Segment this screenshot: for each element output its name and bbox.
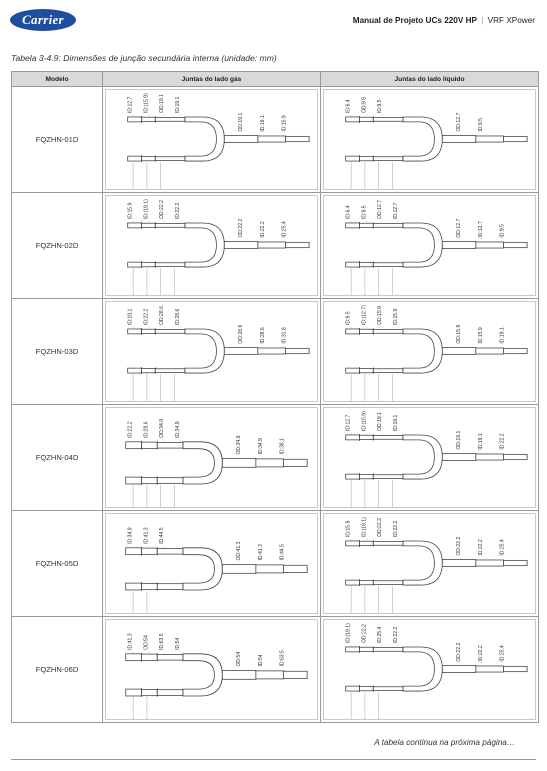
dimension-label: ID:41.3 (143, 527, 150, 544)
dimension-label: ID:22.2 (127, 421, 134, 438)
dimension-label: ID:22.2 (392, 626, 399, 644)
upper-branch-pipe-segment (141, 117, 155, 121)
document-title-product: VRF XPower (487, 16, 535, 25)
gas-joint-cell (103, 617, 321, 723)
dimension-label: ID:34.9 (127, 527, 134, 544)
liquid-joint-figure (323, 195, 536, 296)
trunk-pipe-segment (442, 242, 476, 249)
upper-branch-pipe-segment (157, 442, 183, 448)
gas-joint-diagram (106, 408, 317, 507)
trunk-pipe-segment (256, 671, 284, 679)
upper-branch-pipe-segment (141, 223, 155, 227)
gas-joint-figure (105, 195, 318, 296)
dimension-label: ID:54 (257, 654, 264, 667)
trunk-pipe-segment (503, 242, 527, 247)
dimension-label: ID:63.5 (279, 650, 286, 667)
upper-branch-pipe-segment (141, 442, 157, 448)
liquid-joint-diagram (324, 302, 535, 401)
y-branch-joint-drawing (128, 306, 309, 401)
dimension-label: ID:(19.1) (345, 623, 352, 644)
u-bend (185, 329, 224, 373)
lower-branch-pipe-segment (373, 581, 403, 585)
gas-joint-figure (105, 89, 318, 190)
lower-branch-pipe-segment (359, 156, 373, 160)
dimension-label: OD:41.3 (236, 541, 243, 561)
model-cell: FQZHN-01D (12, 87, 103, 193)
upper-branch-pipe-segment (126, 548, 142, 555)
dimension-label: ID:12.7 (127, 96, 134, 114)
dimension-label: ID:41.3 (127, 633, 134, 650)
dimension-label: ID:9.5 (377, 99, 384, 114)
lower-branch-pipe-segment (141, 262, 155, 266)
dimension-label: ID:12.7 (345, 414, 352, 432)
model-cell: FQZHN-04D (12, 405, 103, 511)
table-header-row (12, 72, 539, 87)
lower-branch-pipe-segment (373, 369, 403, 373)
gas-joint-cell (103, 299, 321, 405)
trunk-pipe-segment (222, 458, 256, 467)
dimension-label: ID:44.5 (159, 527, 166, 544)
dimension-label: ID:34.9 (174, 421, 181, 438)
dimension-label: ID:41.3 (257, 544, 264, 561)
continued-note: A tabela continua na próxima página… (374, 738, 515, 747)
liquid-joint-figure (323, 513, 536, 614)
table-row (12, 617, 539, 723)
document-title (353, 16, 535, 25)
dimension-label: ID:19.1 (477, 433, 484, 450)
upper-branch-pipe-segment (346, 329, 360, 334)
dimension-label: OD:28.6 (159, 306, 166, 326)
dimension-label: ID:15.9 (281, 115, 288, 132)
model-cell: FQZHN-03D (12, 299, 103, 405)
u-bend (403, 647, 442, 691)
dimension-label: ID:9.5 (477, 118, 484, 132)
upper-branch-pipe-segment (157, 654, 183, 660)
lower-branch-pipe-segment (157, 584, 183, 590)
upper-branch-pipe-segment (346, 647, 360, 652)
dimension-label: ID:28.6 (143, 421, 150, 438)
dimension-label: ID:28.6 (174, 308, 181, 326)
dimension-label: OD:54 (143, 635, 150, 650)
dimension-label: OD:22.2 (159, 200, 166, 220)
dimension-label: OD:19.1 (456, 430, 463, 450)
trunk-pipe-segment (258, 242, 286, 248)
document-title-main: Manual de Projeto UCs 220V HP (352, 16, 477, 25)
upper-branch-pipe-segment (346, 541, 360, 546)
lower-branch-pipe-segment (155, 369, 185, 373)
lower-branch-pipe-segment (346, 474, 360, 479)
dimension-label: ID:31.8 (281, 327, 288, 344)
gas-joint-cell (103, 193, 321, 299)
dimension-label: OD:54 (236, 651, 243, 667)
dimension-label: ID:22.2 (499, 433, 506, 450)
gas-joint-diagram (106, 302, 317, 401)
lower-branch-pipe-segment (359, 580, 373, 584)
dimension-label: ID:15.9 (127, 202, 134, 220)
gas-joint-cell (103, 511, 321, 617)
trunk-pipe-segment (442, 560, 476, 567)
lower-branch-pipe-segment (141, 368, 155, 372)
liquid-joint-cell (321, 299, 539, 405)
lower-branch-pipe-segment (346, 686, 360, 691)
dimension-label: OD:22.2 (456, 642, 463, 662)
dimension-label: ID:9.5 (361, 205, 368, 220)
dimension-label: ID:(19.1) (143, 199, 150, 220)
dimension-label: ID:19.1 (259, 115, 266, 132)
gas-joint-diagram (106, 514, 317, 613)
y-branch-joint-drawing (346, 411, 527, 507)
trunk-pipe-segment (285, 242, 309, 247)
u-bend (403, 329, 442, 373)
u-bend (403, 435, 442, 479)
gas-joint-figure (105, 407, 318, 508)
lower-branch-pipe-segment (346, 262, 360, 267)
y-branch-joint-drawing (346, 97, 527, 189)
trunk-pipe-segment (224, 242, 258, 249)
dimension-label: ID:22.2 (259, 221, 266, 238)
trunk-pipe-segment (503, 560, 527, 565)
gas-joint-diagram (106, 620, 317, 719)
model-cell: FQZHN-06D (12, 617, 103, 723)
trunk-pipe-segment (503, 136, 527, 141)
upper-branch-pipe-segment (359, 435, 373, 439)
dimension-label: ID:(15.9) (361, 411, 368, 432)
lower-branch-pipe-segment (346, 580, 360, 585)
dimension-label: ID:28.6 (259, 327, 266, 344)
gas-joint-diagram (106, 196, 317, 295)
liquid-joint-cell (321, 617, 539, 723)
liquid-joint-diagram (324, 620, 535, 719)
lower-branch-pipe-segment (141, 477, 157, 483)
upper-branch-pipe-segment (128, 117, 142, 122)
table-caption: Tabela 3-4.9: Dimensões de junção secundária interna (unidade: mm) (11, 53, 277, 63)
dimension-label: OD:22.2 (238, 218, 245, 238)
table-row (12, 87, 539, 193)
trunk-pipe-segment (258, 136, 286, 142)
trunk-pipe-segment (283, 565, 307, 572)
dimension-label: ID:6.4 (345, 99, 352, 114)
u-bend (185, 223, 224, 267)
upper-branch-pipe-segment (359, 541, 373, 545)
dimension-label: ID:12.7 (392, 202, 399, 220)
liquid-joint-cell (321, 405, 539, 511)
dimension-label: ID:(19.1) (361, 517, 368, 538)
gas-joint-cell (103, 405, 321, 511)
dimension-label: ID:19.1 (174, 96, 181, 114)
table-row (12, 511, 539, 617)
liquid-joint-figure (323, 301, 536, 402)
dimension-label: OD:9.5 (361, 96, 368, 114)
lower-branch-pipe-segment (346, 368, 360, 373)
dimension-label: ID:15.9 (477, 327, 484, 344)
liquid-joint-diagram (324, 408, 535, 507)
upper-branch-pipe-segment (373, 224, 403, 228)
trunk-pipe-segment (224, 348, 258, 355)
upper-branch-pipe-segment (359, 117, 373, 121)
dimension-label: OD:15.9 (377, 306, 384, 326)
dimension-label: ID:25.4 (499, 539, 506, 556)
gas-joint-figure (105, 301, 318, 402)
joint-dimensions-table (11, 71, 539, 723)
u-bend (185, 117, 224, 161)
lower-branch-pipe-segment (359, 686, 373, 690)
dimension-label: OD:19.1 (159, 94, 166, 114)
dimension-label: OD:34.9 (236, 435, 243, 455)
upper-branch-pipe-segment (346, 117, 360, 122)
dimension-label: OD:34.9 (159, 418, 166, 438)
header-model: Modelo (12, 72, 103, 87)
table-row (12, 299, 539, 405)
u-bend (403, 117, 442, 161)
lower-branch-pipe-segment (155, 263, 185, 267)
upper-branch-pipe-segment (126, 442, 142, 449)
dimension-label: ID:38.1 (279, 438, 286, 455)
dimension-label: ID:15.9 (345, 520, 352, 538)
upper-branch-pipe-segment (141, 654, 157, 660)
trunk-pipe-segment (442, 454, 476, 461)
trunk-pipe-segment (476, 136, 504, 142)
gas-joint-diagram (106, 90, 317, 189)
y-branch-joint-drawing (126, 419, 307, 507)
liquid-joint-diagram (324, 514, 535, 613)
trunk-pipe-segment (256, 459, 284, 467)
lower-branch-pipe-segment (141, 156, 155, 160)
trunk-pipe-segment (222, 564, 256, 573)
y-branch-joint-drawing (346, 200, 527, 295)
dimension-label: ID:25.4 (281, 221, 288, 238)
dimension-label: OD:12.7 (456, 218, 463, 238)
lower-branch-pipe-segment (128, 368, 142, 373)
u-bend (183, 442, 222, 484)
upper-branch-pipe-segment (128, 223, 142, 228)
dimension-label: ID:19.1 (127, 308, 134, 326)
liquid-joint-cell (321, 87, 539, 193)
upper-branch-pipe-segment (373, 648, 403, 652)
y-branch-joint-drawing (128, 93, 309, 189)
liquid-joint-figure (323, 89, 536, 190)
dimension-label: ID:34.9 (257, 438, 264, 455)
y-branch-joint-drawing (346, 305, 527, 401)
upper-branch-pipe-segment (155, 118, 185, 122)
table-row (12, 405, 539, 511)
trunk-pipe-segment (503, 666, 527, 671)
trunk-pipe-segment (503, 348, 527, 353)
trunk-pipe-segment (476, 666, 504, 672)
lower-branch-pipe-segment (373, 687, 403, 691)
model-cell: FQZHN-02D (12, 193, 103, 299)
upper-branch-pipe-segment (373, 118, 403, 122)
lower-branch-pipe-segment (346, 156, 360, 161)
upper-branch-pipe-segment (141, 329, 155, 333)
dimension-label: ID:19.1 (499, 327, 506, 344)
dimension-label: OD:19.1 (377, 412, 384, 432)
y-branch-joint-drawing (346, 517, 527, 613)
gas-joint-figure (105, 619, 318, 720)
dimension-label: ID:22.2 (392, 520, 399, 538)
trunk-pipe-segment (442, 136, 476, 143)
table-row (12, 193, 539, 299)
dimension-label: ID:25.4 (499, 645, 506, 662)
upper-branch-pipe-segment (346, 435, 360, 440)
dimension-label: OD:19.1 (238, 112, 245, 132)
header-liquid-joints: Juntas do lado líquido (321, 72, 539, 87)
y-branch-joint-drawing (126, 633, 307, 719)
gas-joint-figure (105, 513, 318, 614)
gas-joint-cell (103, 87, 321, 193)
dimension-label: OD:22.2 (377, 518, 384, 538)
liquid-joint-figure (323, 619, 536, 720)
dimension-label: ID:22.2 (477, 645, 484, 662)
dimension-label: OD:22.2 (456, 536, 463, 556)
lower-branch-pipe-segment (155, 157, 185, 161)
dimension-label: OD:28.6 (238, 324, 245, 344)
y-branch-joint-drawing (128, 199, 309, 295)
footer-divider (11, 759, 536, 760)
lower-branch-pipe-segment (141, 689, 157, 695)
document-title-separator: | (481, 16, 484, 25)
trunk-pipe-segment (258, 348, 286, 354)
dimension-label: ID:19.1 (392, 414, 399, 432)
dimension-label: ID:54 (174, 637, 181, 650)
dimension-label: ID:25.4 (377, 626, 384, 644)
model-cell: FQZHN-05D (12, 511, 103, 617)
dimension-label: ID:(15.9) (143, 93, 150, 114)
lower-branch-pipe-segment (128, 156, 142, 161)
y-branch-joint-drawing (346, 623, 527, 719)
dimension-label: OD:22.2 (361, 624, 368, 644)
upper-branch-pipe-segment (157, 548, 183, 554)
upper-branch-pipe-segment (373, 436, 403, 440)
liquid-joint-cell (321, 511, 539, 617)
trunk-pipe-segment (476, 242, 504, 248)
liquid-joint-diagram (324, 196, 535, 295)
lower-branch-pipe-segment (373, 263, 403, 267)
dimension-label: ID:6.4 (345, 205, 352, 220)
trunk-pipe-segment (442, 666, 476, 673)
dimension-label: ID:22.2 (477, 539, 484, 556)
upper-branch-pipe-segment (373, 330, 403, 334)
u-bend (403, 223, 442, 267)
dimension-label: ID:(12.7) (361, 305, 368, 326)
upper-branch-pipe-segment (359, 223, 373, 227)
lower-branch-pipe-segment (373, 475, 403, 479)
lower-branch-pipe-segment (141, 583, 157, 589)
u-bend (183, 548, 222, 590)
carrier-logo: Carrier (10, 9, 76, 31)
upper-branch-pipe-segment (155, 224, 185, 228)
dimension-label: ID:22.2 (143, 308, 150, 326)
u-bend (183, 654, 222, 696)
lower-branch-pipe-segment (126, 583, 142, 590)
trunk-pipe-segment (285, 348, 309, 353)
dimension-label: ID:9.5 (345, 311, 352, 326)
dimension-label: ID:9.5 (499, 224, 506, 238)
page-header (0, 0, 547, 36)
lower-branch-pipe-segment (157, 478, 183, 484)
dimension-label: OD:12.7 (456, 112, 463, 132)
upper-branch-pipe-segment (141, 548, 157, 554)
upper-branch-pipe-segment (359, 647, 373, 651)
trunk-pipe-segment (283, 459, 307, 466)
u-bend (403, 541, 442, 585)
upper-branch-pipe-segment (359, 329, 373, 333)
lower-branch-pipe-segment (359, 262, 373, 266)
upper-branch-pipe-segment (155, 330, 185, 334)
lower-branch-pipe-segment (373, 157, 403, 161)
trunk-pipe-segment (476, 454, 504, 460)
lower-branch-pipe-segment (359, 368, 373, 372)
trunk-pipe-segment (476, 560, 504, 566)
trunk-pipe-segment (476, 348, 504, 354)
lower-branch-pipe-segment (126, 689, 142, 696)
upper-branch-pipe-segment (128, 329, 142, 334)
lower-branch-pipe-segment (128, 262, 142, 267)
lower-branch-pipe-segment (157, 690, 183, 696)
trunk-pipe-segment (442, 348, 476, 355)
dimension-label: ID:12.7 (477, 221, 484, 238)
liquid-joint-figure (323, 407, 536, 508)
upper-branch-pipe-segment (373, 542, 403, 546)
dimension-label: ID:44.5 (279, 544, 286, 561)
lower-branch-pipe-segment (126, 477, 142, 484)
trunk-pipe-segment (224, 136, 258, 143)
dimension-label: OD:12.7 (377, 200, 384, 220)
trunk-pipe-segment (283, 671, 307, 678)
trunk-pipe-segment (222, 670, 256, 679)
dimension-label: ID:63.5 (159, 633, 166, 650)
trunk-pipe-segment (256, 565, 284, 573)
liquid-joint-cell (321, 193, 539, 299)
dimension-label: ID:15.9 (392, 308, 399, 326)
header-gas-joints: Juntas do lado gás (103, 72, 321, 87)
upper-branch-pipe-segment (346, 223, 360, 228)
liquid-joint-diagram (324, 90, 535, 189)
upper-branch-pipe-segment (126, 654, 142, 661)
lower-branch-pipe-segment (359, 474, 373, 478)
dimension-label: ID:22.2 (174, 202, 181, 220)
trunk-pipe-segment (285, 136, 309, 141)
trunk-pipe-segment (503, 454, 527, 459)
y-branch-joint-drawing (126, 527, 307, 613)
dimension-label: OD:15.9 (456, 324, 463, 344)
